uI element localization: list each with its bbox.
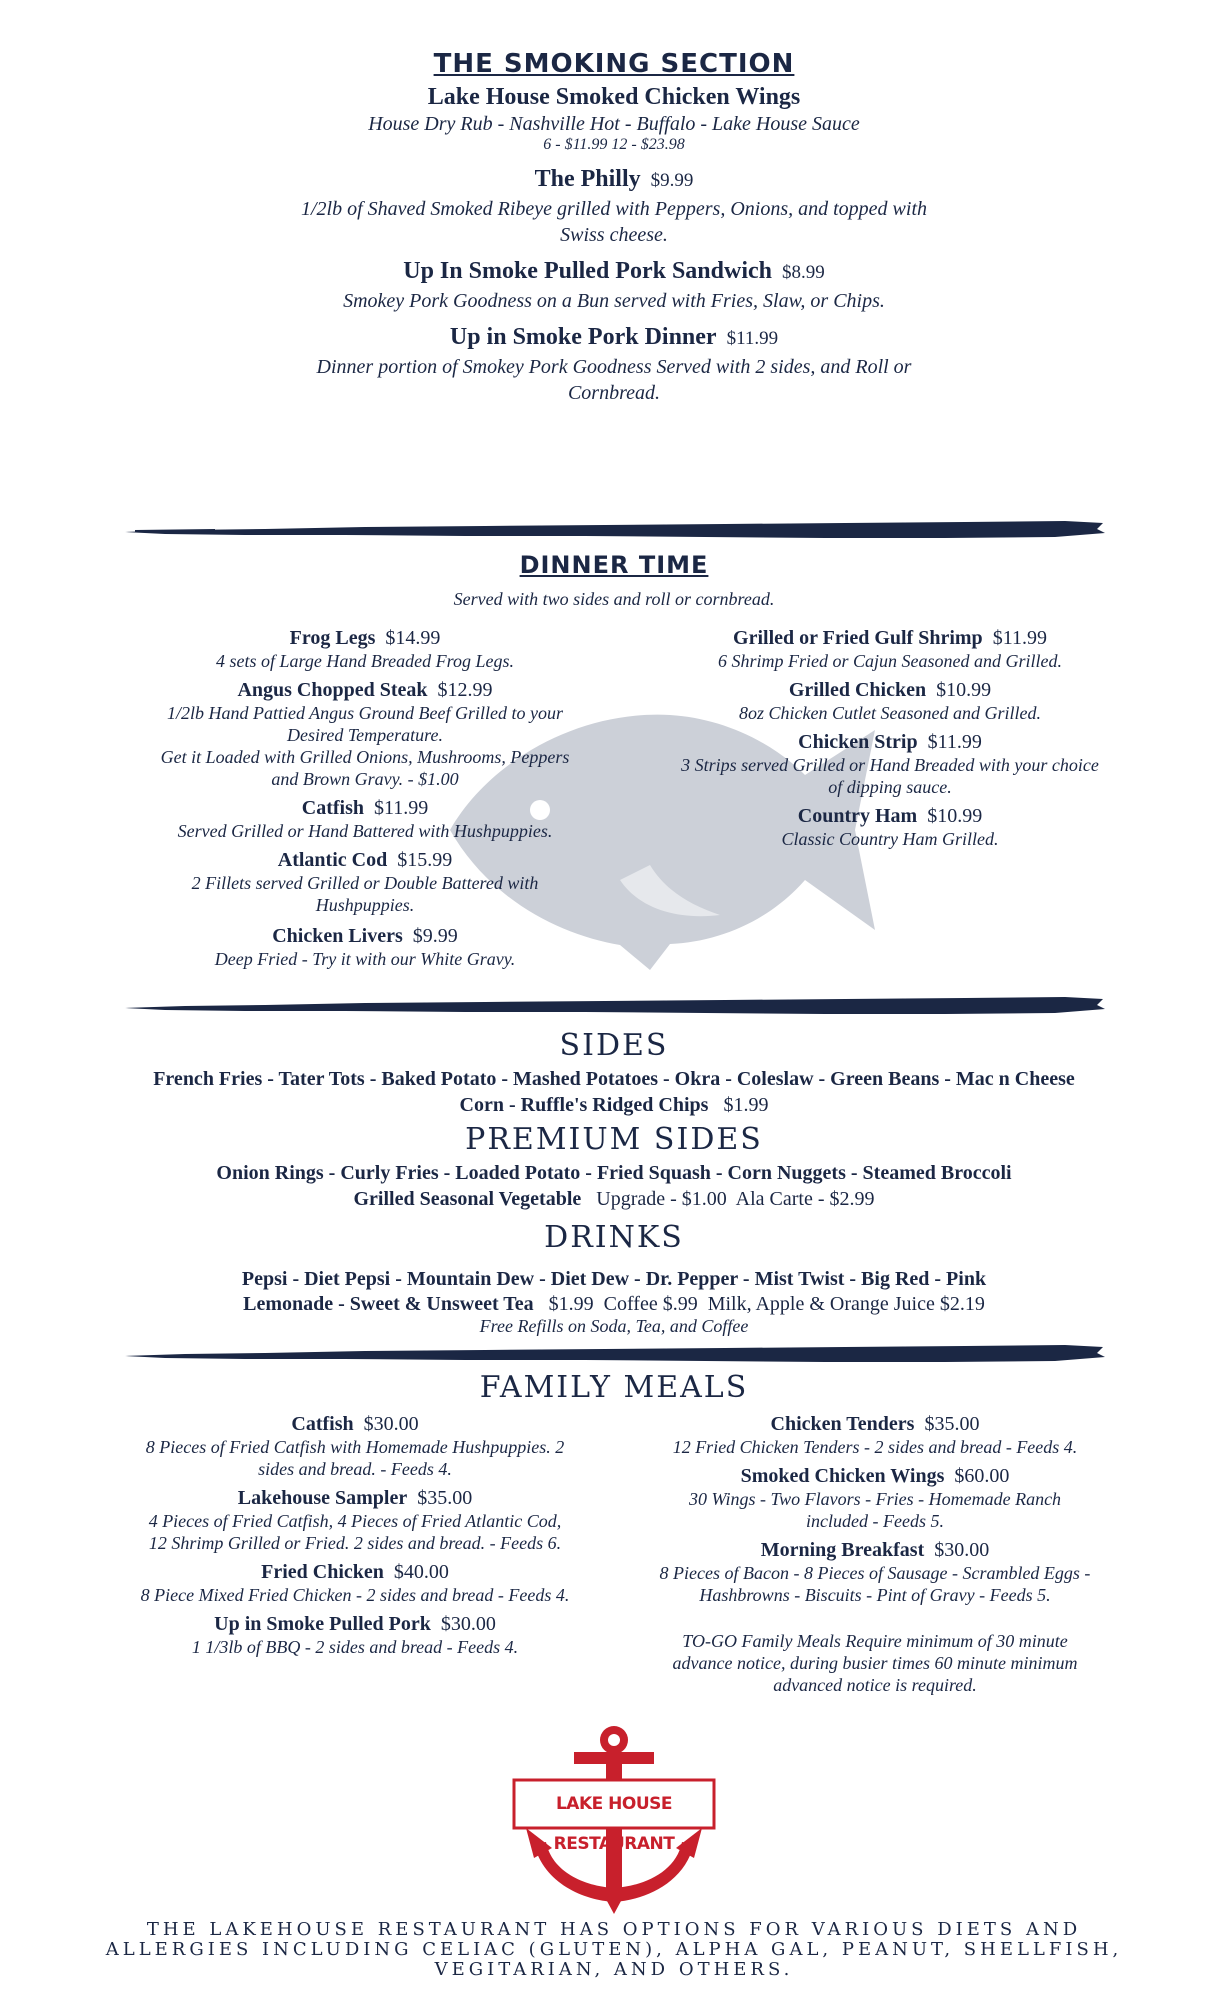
sides-title: SIDES	[559, 1028, 669, 1063]
item-price: $11.99	[726, 328, 779, 349]
menu-item	[90, 1612, 620, 1658]
item-description: of dipping sauce.	[828, 777, 952, 797]
item-name: Grilled or Fried Gulf Shrimp	[733, 627, 983, 649]
dinner-subtitle: Served with two sides and roll or cornbread.	[453, 589, 775, 609]
menu-item	[0, 164, 1228, 248]
menu-item	[0, 256, 1228, 314]
item-heading	[90, 1412, 620, 1436]
menu-item	[90, 1412, 620, 1480]
allergy-footer	[0, 1920, 1228, 1980]
item-heading	[100, 848, 630, 872]
item-name: Grilled Chicken	[788, 679, 927, 701]
item-price: $15.99	[397, 849, 453, 871]
premium-sides-price: Upgrade - $1.00 Ala Carte - $2.99	[596, 1188, 875, 1210]
family-left-column	[90, 1412, 620, 1658]
item-name: Chicken Strip	[798, 731, 918, 753]
premium-sides-list-2	[0, 1186, 1228, 1212]
dinner-title: DINNER TIME	[519, 551, 709, 579]
item-description: Dinner portion of Smokey Pork Goodness Served with 2 sides, and Roll or	[316, 356, 912, 378]
item-heading	[610, 1412, 1140, 1436]
item-description: 8 Piece Mixed Fried Chicken - 2 sides and bread - Feeds 4.	[140, 1585, 570, 1605]
brush-divider	[125, 518, 1105, 544]
sides-list-2	[0, 1092, 1228, 1118]
togo-note-line: TO-GO Family Meals Require minimum of 30 minute	[682, 1631, 1068, 1651]
menu-item	[630, 804, 1150, 850]
item-description: and Brown Gravy. - $1.00	[271, 769, 459, 789]
item-description: Get it Loaded with Grilled Onions, Mushrooms, Peppers	[160, 747, 570, 767]
item-name: Lakehouse Sampler	[237, 1487, 408, 1509]
premium-sides-text: Grilled Seasonal Vegetable	[353, 1188, 582, 1210]
item-name: Chicken Livers	[272, 925, 403, 947]
item-name: Chicken Tenders	[770, 1413, 915, 1435]
menu-item	[0, 322, 1228, 406]
item-description: included - Feeds 5.	[806, 1511, 944, 1531]
menu-item	[100, 848, 630, 916]
item-heading	[0, 322, 1228, 354]
menu-item	[100, 796, 630, 842]
item-heading	[630, 626, 1150, 650]
menu-item	[610, 1464, 1140, 1532]
brush-divider	[125, 1342, 1105, 1368]
item-name: Catfish	[291, 1413, 354, 1435]
item-heading	[0, 256, 1228, 288]
item-price: $10.99	[927, 805, 983, 827]
item-name: Fried Chicken	[261, 1561, 384, 1583]
family-right-column	[610, 1412, 1140, 1696]
item-heading	[630, 730, 1150, 754]
family-meals-title: FAMILY MEALS	[479, 1370, 749, 1405]
item-name: Catfish	[301, 797, 364, 819]
item-name: Lake House Smoked Chicken Wings	[427, 84, 801, 110]
item-heading	[90, 1486, 620, 1510]
togo-note-line: advance notice, during busier times 60 minute minimum	[672, 1653, 1078, 1673]
item-description: sides and bread. - Feeds 4.	[258, 1459, 452, 1479]
menu-item	[100, 626, 630, 672]
item-description: 3 Strips served Grilled or Hand Breaded with your choice	[681, 755, 1099, 775]
item-heading	[90, 1612, 620, 1636]
item-price: $9.99	[650, 170, 694, 191]
item-price: $11.99	[927, 731, 982, 753]
togo-note-line: advanced notice is required.	[773, 1675, 977, 1695]
item-description: 6 Shrimp Fried or Cajun Seasoned and Grilled.	[718, 651, 1062, 671]
item-description: 8oz Chicken Cutlet Seasoned and Grilled.	[739, 703, 1041, 723]
item-heading	[610, 1538, 1140, 1562]
menu-item	[90, 1486, 620, 1554]
footer-line: ALLERGIES INCLUDING CELIAC (GLUTEN), ALPHA GAL, PEANUT, SHELLFISH,	[105, 1939, 1123, 1960]
menu-item	[630, 678, 1150, 724]
item-description: Deep Fried - Try it with our White Gravy.	[214, 949, 516, 969]
item-price: $30.00	[440, 1613, 496, 1635]
item-description: Served Grilled or Hand Battered with Hushpuppies.	[177, 821, 553, 841]
item-description: House Dry Rub - Nashville Hot - Buffalo - Lake House Sauce	[368, 113, 860, 135]
menu-item	[610, 1412, 1140, 1458]
item-description: Hushpuppies.	[315, 895, 415, 915]
footer-line: VEGITARIAN, AND OTHERS.	[434, 1959, 794, 1980]
item-name: Frog Legs	[289, 627, 376, 649]
premium-sides-list: Onion Rings - Curly Fries - Loaded Potato - Fried Squash - Corn Nuggets - Steamed Broccoli	[216, 1162, 1012, 1184]
item-description: 2 Fillets served Grilled or Double Battered with	[191, 873, 539, 893]
sides-price: $1.99	[723, 1094, 769, 1116]
dinner-right-column	[630, 626, 1150, 850]
item-description: 1/2lb Hand Pattied Angus Ground Beef Grilled to your	[167, 703, 563, 723]
logo-text: LAKE HOUSE RESTAURANT	[553, 1794, 675, 1854]
item-description: 1 1/3lb of BBQ - 2 sides and bread - Feeds 4.	[191, 1637, 519, 1657]
dinner-left-column	[100, 626, 630, 970]
logo	[504, 1724, 724, 1914]
item-heading	[630, 804, 1150, 828]
item-price: $30.00	[363, 1413, 419, 1435]
drinks-list-2	[0, 1292, 1228, 1316]
item-description: 8 Pieces of Bacon - 8 Pieces of Sausage - Scrambled Eggs -	[659, 1563, 1091, 1583]
item-price: $35.00	[924, 1413, 980, 1435]
item-description: 8 Pieces of Fried Catfish with Homemade Hushpuppies. 2	[145, 1437, 565, 1457]
menu-item	[630, 730, 1150, 798]
item-description-2: Swiss cheese.	[560, 224, 668, 246]
item-heading	[0, 82, 1228, 112]
dinner-section	[0, 550, 1228, 612]
item-description-2: Cornbread.	[567, 382, 661, 404]
item-name: Up in Smoke Pork Dinner	[449, 324, 717, 350]
item-price: $8.99	[782, 262, 825, 283]
item-name: Up in Smoke Pulled Pork	[214, 1613, 431, 1635]
item-description: Classic Country Ham Grilled.	[781, 829, 999, 849]
item-description-2: 6 - $11.99 12 - $23.98	[543, 136, 685, 153]
drinks-list: Pepsi - Diet Pepsi - Mountain Dew - Diet Dew - Dr. Pepper - Mist Twist - Big Red - Pink	[241, 1268, 987, 1290]
menu-item	[100, 678, 630, 790]
smoking-section	[0, 48, 1228, 406]
item-description: 30 Wings - Two Flavors - Fries - Homemade Ranch	[688, 1489, 1062, 1509]
item-description: 12 Shrimp Grilled or Fried. 2 sides and bread. - Feeds 6.	[148, 1533, 562, 1553]
drinks-note: Free Refills on Soda, Tea, and Coffee	[479, 1316, 749, 1336]
menu-item	[100, 924, 630, 970]
item-heading	[630, 678, 1150, 702]
item-name: Up In Smoke Pulled Pork Sandwich	[403, 258, 772, 284]
footer-line: THE LAKEHOUSE RESTAURANT HAS OPTIONS FOR VARIOUS DIETS AND	[146, 1919, 1082, 1940]
item-price: $9.99	[412, 925, 458, 947]
item-name: Country Ham	[797, 805, 918, 827]
item-heading	[100, 678, 630, 702]
item-price: $11.99	[373, 797, 429, 819]
sides-section	[0, 1028, 1228, 1336]
item-price: $14.99	[385, 627, 441, 649]
item-heading	[100, 626, 630, 650]
smoking-section-title: THE SMOKING SECTION	[433, 49, 795, 79]
menu-item	[610, 1538, 1140, 1606]
item-name: Morning Breakfast	[760, 1539, 925, 1561]
item-name: Angus Chopped Steak	[237, 679, 428, 701]
item-description: Desired Temperature.	[287, 725, 443, 745]
item-name: The Philly	[534, 166, 641, 192]
item-description: 4 Pieces of Fried Catfish, 4 Pieces of Fried Atlantic Cod,	[148, 1511, 562, 1531]
item-price: $10.99	[936, 679, 992, 701]
item-heading	[610, 1464, 1140, 1488]
sides-list: French Fries - Tater Tots - Baked Potato - Mashed Potatoes - Okra - Coleslaw - Green Beans - Mac n Cheese	[153, 1068, 1075, 1090]
item-price: $60.00	[954, 1465, 1010, 1487]
item-price: $40.00	[393, 1561, 449, 1583]
menu-item	[90, 1560, 620, 1606]
item-description: 12 Fried Chicken Tenders - 2 sides and bread - Feeds 4.	[672, 1437, 1078, 1457]
item-heading	[0, 164, 1228, 196]
item-heading	[100, 796, 630, 820]
drinks-price: $1.99 Coffee $.99 Milk, Apple & Orange Juice $2.19	[548, 1293, 985, 1315]
menu-item	[0, 82, 1228, 154]
drinks-list-text: Lemonade - Sweet & Unsweet Tea	[243, 1293, 534, 1315]
drinks-title: DRINKS	[544, 1220, 684, 1255]
item-price: $30.00	[934, 1539, 990, 1561]
item-description: 4 sets of Large Hand Breaded Frog Legs.	[216, 651, 514, 671]
item-heading	[90, 1560, 620, 1584]
menu-item	[630, 626, 1150, 672]
item-price: $11.99	[992, 627, 1047, 649]
togo-note	[610, 1630, 1140, 1696]
item-description: Hashbrowns - Biscuits - Pint of Gravy - Feeds 5.	[699, 1585, 1051, 1605]
item-price: $35.00	[417, 1487, 473, 1509]
item-description: Smokey Pork Goodness on a Bun served with Fries, Slaw, or Chips.	[343, 290, 885, 312]
item-description: 1/2lb of Shaved Smoked Ribeye grilled with Peppers, Onions, and topped with	[300, 198, 927, 220]
item-name: Smoked Chicken Wings	[740, 1465, 945, 1487]
item-price: $12.99	[437, 679, 493, 701]
premium-sides-title: PREMIUM SIDES	[465, 1122, 763, 1157]
item-name: Atlantic Cod	[277, 849, 388, 871]
brush-divider	[125, 994, 1105, 1020]
sides-list-text: Corn - Ruffle's Ridged Chips	[459, 1094, 709, 1116]
item-heading	[100, 924, 630, 948]
